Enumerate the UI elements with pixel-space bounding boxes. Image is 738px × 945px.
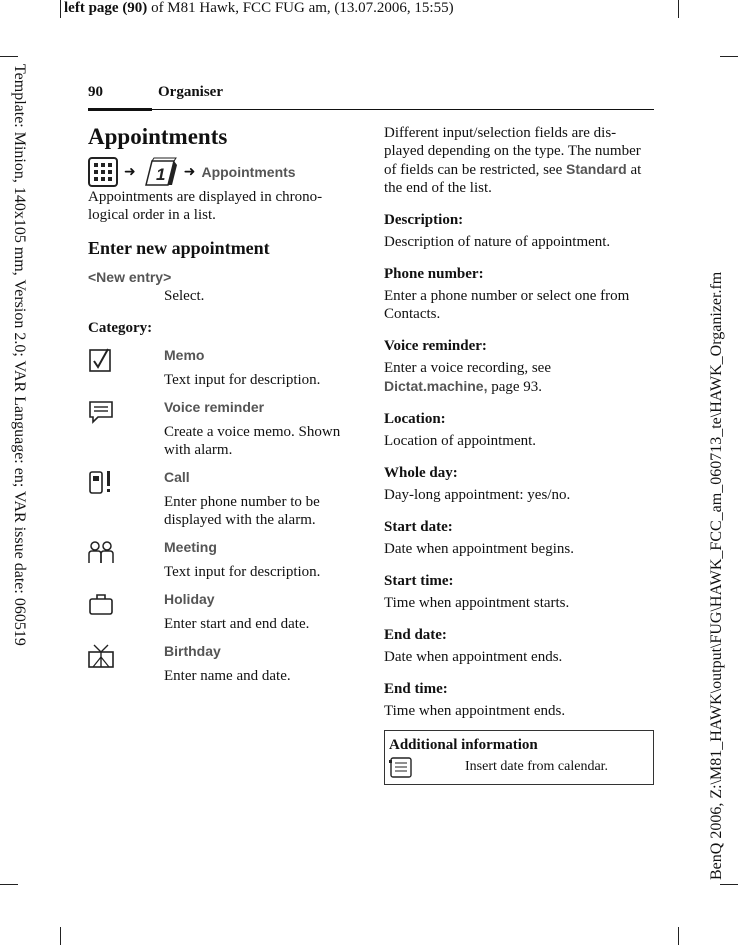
menu-grid-icon: [88, 157, 118, 187]
side-file-path-text: BenQ 2006, Z:\M81_HAWK\output\FUG\HAWK_FCC_am_060713_te\HAWK_Organizer.fm: [708, 271, 725, 880]
voice-text-end: page 93.: [487, 379, 543, 395]
banner-rest: of M81 Hawk, FCC FUG am, (13.07.2006, 15:55): [147, 0, 454, 16]
category-birthday: [88, 643, 358, 685]
crop-mark: [60, 927, 61, 945]
nav-appointments-label: Appointments: [201, 164, 296, 180]
crop-mark: [720, 56, 738, 57]
field-text: Description of nature of appointment.: [384, 234, 611, 250]
crop-mark: [678, 927, 679, 945]
field-text: Time when appointment starts.: [384, 595, 570, 611]
field-label: Description:: [384, 212, 464, 228]
crop-mark: [0, 884, 18, 885]
additional-info-box: [384, 730, 654, 785]
standard-link[interactable]: Standard: [566, 161, 627, 177]
top-banner: [64, 0, 454, 17]
side-template-info: [8, 64, 28, 664]
field-start-time: [384, 572, 654, 612]
field-whole-day: [384, 464, 654, 504]
field-text: Enter a phone number or select one from Contacts.: [384, 288, 630, 322]
category-call: [88, 469, 358, 529]
field-start-date: [384, 518, 654, 558]
crop-mark: [0, 56, 18, 57]
fields-intro: [384, 124, 654, 197]
field-phone-number: [384, 265, 654, 323]
side-template-text: Template: Minion, 140x105 mm, Version 2.0; VAR Language: en; VAR issue date: 060519: [11, 64, 28, 646]
field-label: Phone number:: [384, 266, 484, 282]
field-label: Location:: [384, 411, 446, 427]
category-label: Category:: [88, 320, 153, 336]
section-title: Organiser: [158, 84, 223, 100]
field-text: Time when appointment ends.: [384, 703, 566, 719]
category-desc: Enter phone number to be displayed with the alarm.: [164, 494, 320, 528]
field-description: [384, 211, 654, 251]
arrow-icon: ➜: [183, 164, 196, 180]
left-column: [88, 120, 358, 685]
dictat-machine-link[interactable]: Dictat.machine,: [384, 378, 488, 394]
insert-calendar-icon: [389, 756, 413, 778]
field-text: Date when appointment ends.: [384, 649, 563, 665]
info-box-text: Insert date from calendar.: [465, 759, 609, 774]
category-desc: Create a voice memo. Shown with alarm.: [164, 424, 341, 458]
category-name: Voice reminder: [164, 399, 265, 415]
category-memo: [88, 347, 358, 389]
category-name: Memo: [164, 347, 205, 363]
crop-mark: [60, 0, 61, 18]
field-text: [384, 359, 654, 396]
page-header: [88, 82, 654, 110]
new-entry: [88, 269, 358, 305]
category-holiday: [88, 591, 358, 633]
field-label: End date:: [384, 627, 447, 643]
field-location: [384, 410, 654, 450]
fields-intro-text-end: at the end of the list.: [384, 162, 642, 196]
category-meeting: [88, 539, 358, 581]
field-text: Location of appointment.: [384, 433, 537, 449]
side-file-path: [708, 271, 730, 945]
category-voice-reminder: [88, 399, 358, 459]
intro-paragraph: Appointments are displayed in chrono-logical order in a list.: [88, 189, 323, 223]
meeting-icon: [88, 539, 114, 565]
voice-reminder-icon: [88, 399, 114, 425]
field-text: Date when appointment begins.: [384, 541, 574, 557]
field-end-date: [384, 626, 654, 666]
navigation-path: [88, 156, 358, 188]
calendar-icon: [142, 157, 178, 187]
banner-page: left page (90): [64, 0, 148, 16]
call-icon: [88, 469, 114, 495]
field-label: Voice reminder:: [384, 338, 487, 354]
field-label: End time:: [384, 681, 448, 697]
right-column: [384, 124, 654, 785]
memo-check-icon: [88, 347, 114, 373]
new-entry-action: Select.: [164, 288, 205, 304]
field-label: Start date:: [384, 519, 453, 535]
holiday-suitcase-icon: [88, 591, 114, 617]
category-name: Call: [164, 469, 190, 485]
info-box-title: Additional information: [389, 737, 538, 753]
calendar-digit: 1: [155, 165, 166, 184]
info-box-row: [389, 756, 649, 778]
category-desc: Text input for description.: [164, 372, 321, 388]
category-name: Holiday: [164, 591, 215, 607]
new-entry-label: <New entry>: [88, 269, 172, 285]
field-end-time: [384, 680, 654, 720]
arrow-icon: ➜: [124, 164, 136, 180]
fields-intro-text: Different input/selection fields are dis-played depending on the type. The number of fields can be restricted, see: [384, 125, 641, 178]
category-desc: Text input for description.: [164, 564, 321, 580]
voice-text: Enter a voice recording, see: [384, 360, 551, 376]
page-title: Appointments: [88, 124, 228, 149]
birthday-gift-icon: [88, 643, 114, 669]
category-desc: Enter name and date.: [164, 668, 291, 684]
category-name: Birthday: [164, 643, 221, 659]
subheading: Enter new appointment: [88, 238, 270, 258]
category-desc: Enter start and end date.: [164, 616, 310, 632]
page-number: 90: [88, 84, 103, 100]
field-label: Start time:: [384, 573, 454, 589]
field-label: Whole day:: [384, 465, 458, 481]
field-voice-reminder: [384, 337, 654, 396]
crop-mark: [678, 0, 679, 18]
category-name: Meeting: [164, 539, 217, 555]
field-text: Day-long appointment: yes/no.: [384, 487, 571, 503]
header-rule-accent: [88, 108, 152, 111]
